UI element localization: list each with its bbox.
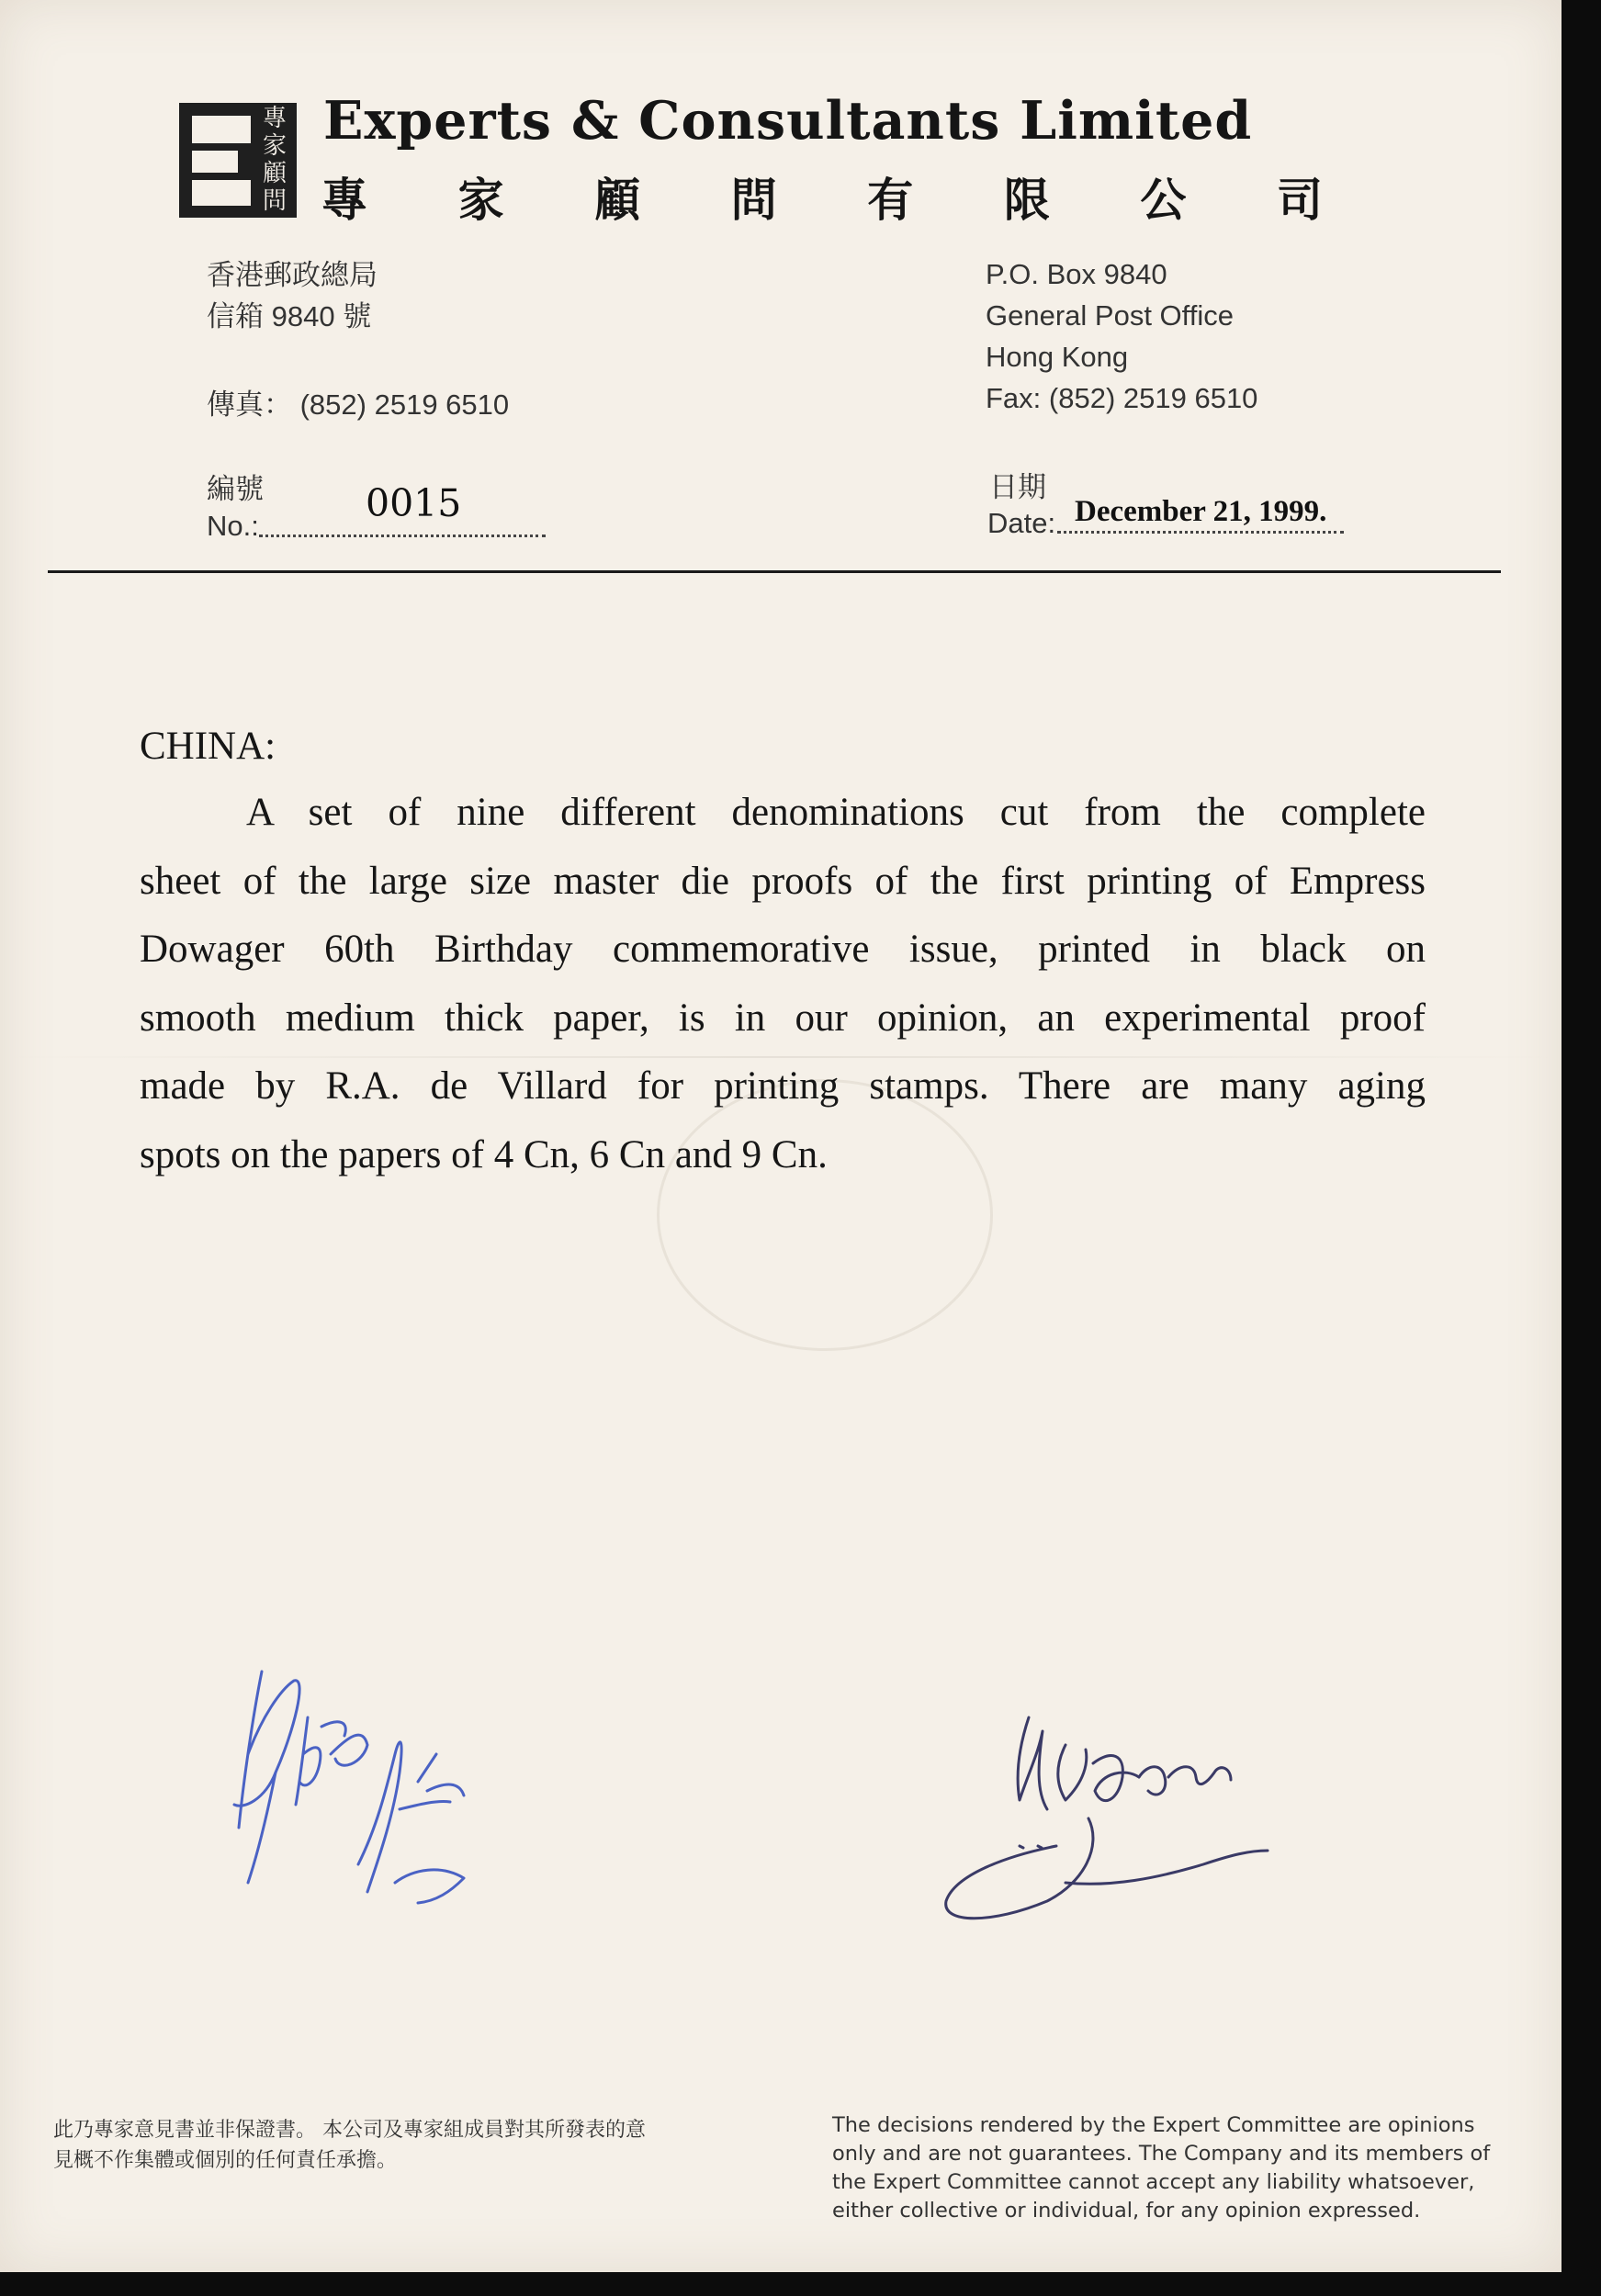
- company-name-zh-char: 有: [867, 173, 914, 227]
- signature-left: [211, 1644, 542, 1947]
- certificate-number: 0015: [366, 481, 462, 525]
- logo-char: 專: [262, 105, 287, 132]
- company-name-zh-char: 司: [1276, 173, 1323, 227]
- disclaimer-zh-line: 此乃專家意見書並非保證書。 本公司及專家組成員對其所發表的意: [53, 2119, 646, 2142]
- disclaimer-zh-line: 見概不作集體或個別的任何責任承擔。: [53, 2149, 398, 2172]
- number-dotted-line: [259, 535, 546, 537]
- company-name-zh-char: 限: [1003, 173, 1050, 227]
- date-label-en: Date:: [987, 507, 1056, 539]
- certificate-body: [140, 779, 1426, 1189]
- date-dotted-line: [1057, 531, 1344, 534]
- disclaimer-en: [832, 2111, 1512, 2225]
- disclaimer-en-line: either collective or individual, for any opinion expressed.: [832, 2199, 1421, 2223]
- company-name-zh-char: 公: [1140, 173, 1187, 227]
- company-name-zh-char: 問: [730, 173, 777, 227]
- company-name-en: Experts & Consultants Limited: [323, 90, 1253, 152]
- address-zh-line: 香港郵政總局: [207, 259, 378, 291]
- body-line: made by R.A. de Villard for printing stamps. There are many aging: [140, 1064, 1426, 1108]
- disclaimer-zh: [53, 2115, 751, 2176]
- certificate-date: December 21, 1999.: [1075, 495, 1327, 528]
- certificate-heading: CHINA:: [140, 725, 276, 768]
- address-en-line: General Post Office: [986, 299, 1234, 332]
- logo-char: 顧: [262, 160, 287, 187]
- number-label-en: No.:: [207, 510, 259, 542]
- body-line: Dowager 60th Birthday commemorative issue, printed in black on: [140, 928, 1426, 971]
- address-en-line: Hong Kong: [986, 341, 1129, 373]
- company-logo: [179, 103, 297, 218]
- address-en-line: Fax: (852) 2519 6510: [986, 382, 1258, 414]
- date-label-zh: 日期: [989, 471, 1046, 503]
- address-en: [986, 253, 1257, 419]
- company-name-zh-char: 家: [457, 173, 504, 227]
- body-line: spots on the papers of 4 Cn, 6 Cn and 9 Cn.: [140, 1132, 828, 1176]
- signature-right: [928, 1662, 1313, 1929]
- disclaimer-en-line: only and are not guarantees. The Company and its members of: [832, 2142, 1491, 2166]
- address-zh: [207, 254, 378, 337]
- header-divider: [48, 570, 1501, 573]
- logo-char: 家: [262, 132, 287, 160]
- company-name-zh: [321, 163, 1323, 230]
- fax-zh: 傳真： (852) 2519 6510: [207, 388, 510, 421]
- body-line: sheet of the large size master die proofs of the first printing of Empress: [140, 859, 1426, 903]
- logo-characters: [254, 105, 295, 215]
- logo-char: 問: [262, 187, 287, 215]
- address-en-line: P.O. Box 9840: [986, 258, 1167, 290]
- company-name-zh-char: 專: [321, 173, 367, 227]
- address-zh-line: 信箱 9840 號: [207, 300, 372, 332]
- body-line: A set of nine different denominations cut from the complete: [246, 791, 1426, 834]
- company-name-zh-char: 顧: [594, 173, 641, 227]
- body-line: smooth medium thick paper, is in our opinion, an experimental proof: [140, 996, 1426, 1040]
- disclaimer-en-line: The decisions rendered by the Expert Committee are opinions: [832, 2113, 1475, 2137]
- disclaimer-en-line: the Expert Committee cannot accept any liability whatsoever,: [832, 2170, 1475, 2194]
- number-label-zh: 編號: [207, 473, 264, 505]
